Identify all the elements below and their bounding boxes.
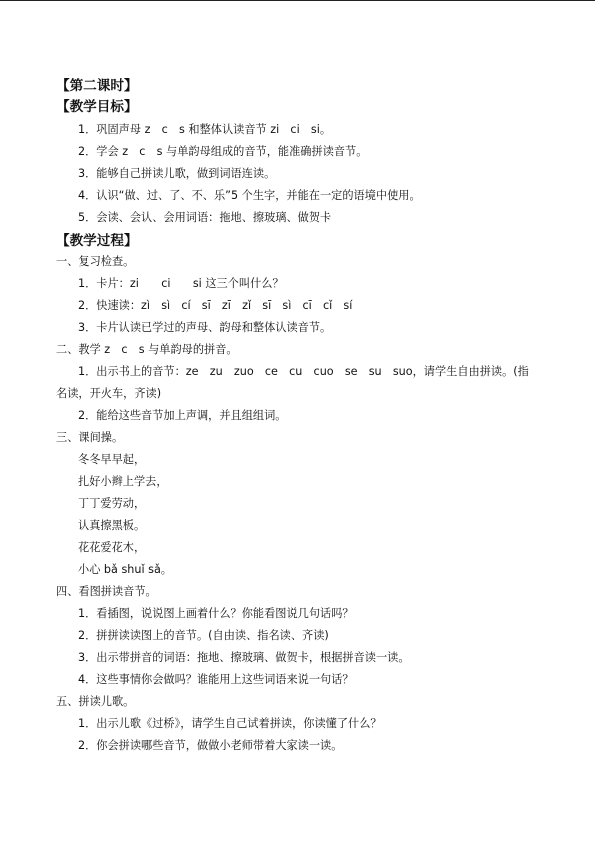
picture-item: 1．看插图，说说图上画着什么？你能看图说几句话吗？ (78, 607, 354, 620)
section-title-rhyme: 五、拼读儿歌。 (56, 695, 135, 708)
goal-item: 4．认识“做、过、了、不、乐”5 个生字，并能在一定的语境中使用。 (78, 189, 421, 202)
review-item: 1．卡片：zi ci si 这三个叫什么？ (78, 277, 284, 290)
goal-item: 3．能够自己拼读儿歌，做到词语连读。 (78, 167, 276, 180)
goal-item: 5．会读、会认、会用词语：拖地、擦玻璃、做贺卡 (78, 211, 332, 224)
picture-item: 2．拼拼读读图上的音节。(自由读、指名读、齐读) (78, 629, 329, 642)
teach-item-continuation: 名读，开火车，齐读) (56, 387, 162, 400)
picture-item: 4．这些事情你会做吗？谁能用上这些词语来说一句话？ (78, 673, 354, 686)
section-title-picture: 四、看图拼读音节。 (56, 585, 157, 598)
teach-item: 1．出示书上的音节：ze zu zuo ce cu cuo se su suo，请学生自由拼读。(指 (78, 365, 529, 378)
heading-process: 【教学过程】 (56, 233, 138, 249)
review-item: 3．卡片认读已学过的声母、韵母和整体认读音节。 (78, 321, 332, 334)
section-title-review: 一、复习检查。 (56, 255, 135, 268)
poem-line: 认真擦黑板。 (78, 519, 146, 532)
teach-item: 2．能给这些音节加上声调，并且组组词。 (78, 409, 287, 422)
poem-line: 丁丁爱劳动， (78, 497, 146, 510)
rhyme-item: 2．你会拼读哪些音节，做做小老师带着大家读一读。 (78, 739, 343, 752)
poem-line: 扎好小辫上学去， (78, 475, 168, 488)
heading-goals: 【教学目标】 (56, 99, 138, 115)
poem-line: 冬冬早早起， (78, 453, 146, 466)
poem-line: 花花爱花木， (78, 541, 146, 554)
rhyme-item: 1．出示儿歌《过桥》，请学生自己试着拼读，你读懂了什么？ (78, 717, 382, 730)
picture-item: 3．出示带拼音的词语：拖地、擦玻璃、做贺卡，根据拼音读一读。 (78, 651, 410, 664)
section-title-exercise: 三、课间操。 (56, 431, 124, 444)
section-title-teach: 二、教学 z c s 与单韵母的拼音。 (56, 343, 238, 356)
poem-line: 小心 bǎ shuǐ sǎ。 (78, 563, 172, 576)
goal-item: 2．学会 z c s 与单韵母组成的音节，能准确拼读音节。 (78, 145, 368, 158)
review-item: 2．快速读：zì sì cí sī zī zǐ sī sì cī cǐ sí (78, 299, 353, 312)
heading-lesson: 【第二课时】 (56, 78, 138, 94)
goal-item: 1．巩固声母 z c s 和整体认读音节 zi ci si。 (78, 123, 332, 136)
